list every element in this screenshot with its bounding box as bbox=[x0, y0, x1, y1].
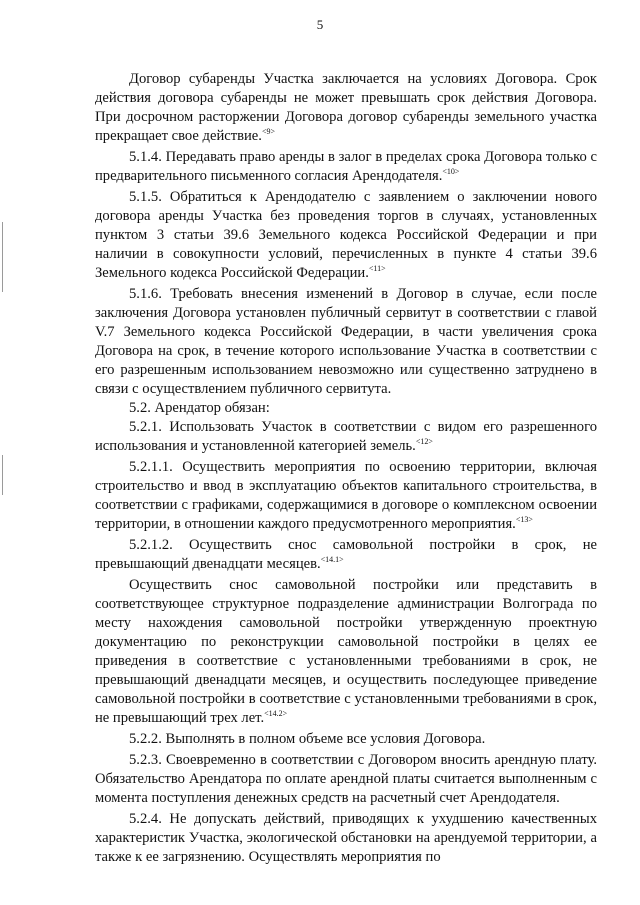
paragraph bbox=[95, 576, 597, 728]
paragraph bbox=[95, 418, 597, 456]
paragraph-text: 5.2.1.2. Осуществить снос самовольной постройки в срок, не превышающий двенадцати месяцев. bbox=[95, 537, 597, 572]
paragraph bbox=[95, 285, 597, 399]
paragraph-text: 5.2.1. Использовать Участок в соответствии с видом его разрешенного использования и установленной категорией земель. bbox=[95, 419, 597, 454]
footnote-ref: <14.1> bbox=[320, 555, 344, 564]
document-body bbox=[95, 70, 597, 867]
paragraph-text: 5.1.6. Требовать внесения изменений в Договор в случае, если после заключения Договора установлен публичный сервитут в соответствии с главой V.7 Земельного кодекса Российской Федерации, в части увеличения срока Договора на срок, в течение которого использование Участка в соответствии с его разрешенным использованием невозможно или существенно затруднено в связи с осуществлением публичного сервитута. bbox=[95, 286, 597, 397]
paragraph-text: 5.2.1.1. Осуществить мероприятия по освоению территории, включая строительство и ввод в эксплуатацию объектов капитального строительства, в соответствии с графиками, содержащимися в договоре о комплексном освоении территории, в отношении каждого предусмотренного мероприятия. bbox=[95, 459, 597, 532]
paragraph-text: Осуществить снос самовольной постройки или представить в соответствующее структурное подразделение администрации Волгограда по месту нахождения самовольной постройки утвержденную проектную документацию по реконструкции самовольной постройки в целях ее приведения в соответствие с установленными требованиями в срок, не превышающий двенадцати месяцев, и осуществить последующее приведение самовольной постройки в соответствие с установленными требованиями в срок, не превышающий трех лет. bbox=[95, 577, 597, 726]
footnote-ref: <12> bbox=[415, 437, 433, 446]
paragraph bbox=[95, 399, 597, 418]
paragraph-text: Договор субаренды Участка заключается на условиях Договора. Срок действия договора субаренды не может превышать срок действия Договора. При досрочном расторжении Договора договор субаренды земельного участка прекращает свое действие. bbox=[95, 71, 597, 144]
paragraph bbox=[95, 810, 597, 867]
scan-edge-mark bbox=[2, 455, 3, 495]
paragraph-text: 5.2.4. Не допускать действий, приводящих к ухудшению качественных характеристик Участка, экологической обстановки на арендуемой территории, а также к ее загрязнению. Осуществлять мероприятия по bbox=[95, 811, 597, 865]
paragraph bbox=[95, 148, 597, 186]
page-number: 5 bbox=[316, 17, 324, 32]
footnote-ref: <14.2> bbox=[264, 709, 288, 718]
paragraph bbox=[95, 458, 597, 534]
paragraph-text: 5.2. Арендатор обязан: bbox=[129, 400, 270, 416]
paragraph bbox=[95, 536, 597, 574]
paragraph bbox=[95, 730, 597, 749]
footnote-ref: <10> bbox=[442, 167, 460, 176]
paragraph bbox=[95, 188, 597, 283]
paragraph bbox=[95, 70, 597, 146]
paragraph-text: 5.1.4. Передавать право аренды в залог в пределах срока Договора только с предварительного письменного согласия Арендодателя. bbox=[95, 149, 597, 184]
paragraph bbox=[95, 751, 597, 808]
footnote-ref: <11> bbox=[368, 264, 386, 273]
paragraph-text: 5.1.5. Обратиться к Арендодателю с заявлением о заключении нового договора аренды Участка без проведения торгов в случаях, установленных пунктом 3 статьи 39.6 Земельного кодекса Российской Федерации и при наличии в совокупности условий, перечисленных в пункте 4 статьи 39.6 Земельного кодекса Российской Федерации. bbox=[95, 189, 597, 281]
paragraph-text: 5.2.3. Своевременно в соответствии с Договором вносить арендную плату. Обязательство Арендатора по оплате арендной платы считается выполненным с момента поступления денежных средств на расчетный счет Арендодателя. bbox=[95, 752, 597, 806]
scan-edge-mark bbox=[2, 222, 3, 292]
footnote-ref: <13> bbox=[515, 515, 533, 524]
footnote-ref: <9> bbox=[261, 127, 275, 136]
paragraph-text: 5.2.2. Выполнять в полном объеме все условия Договора. bbox=[129, 731, 486, 747]
